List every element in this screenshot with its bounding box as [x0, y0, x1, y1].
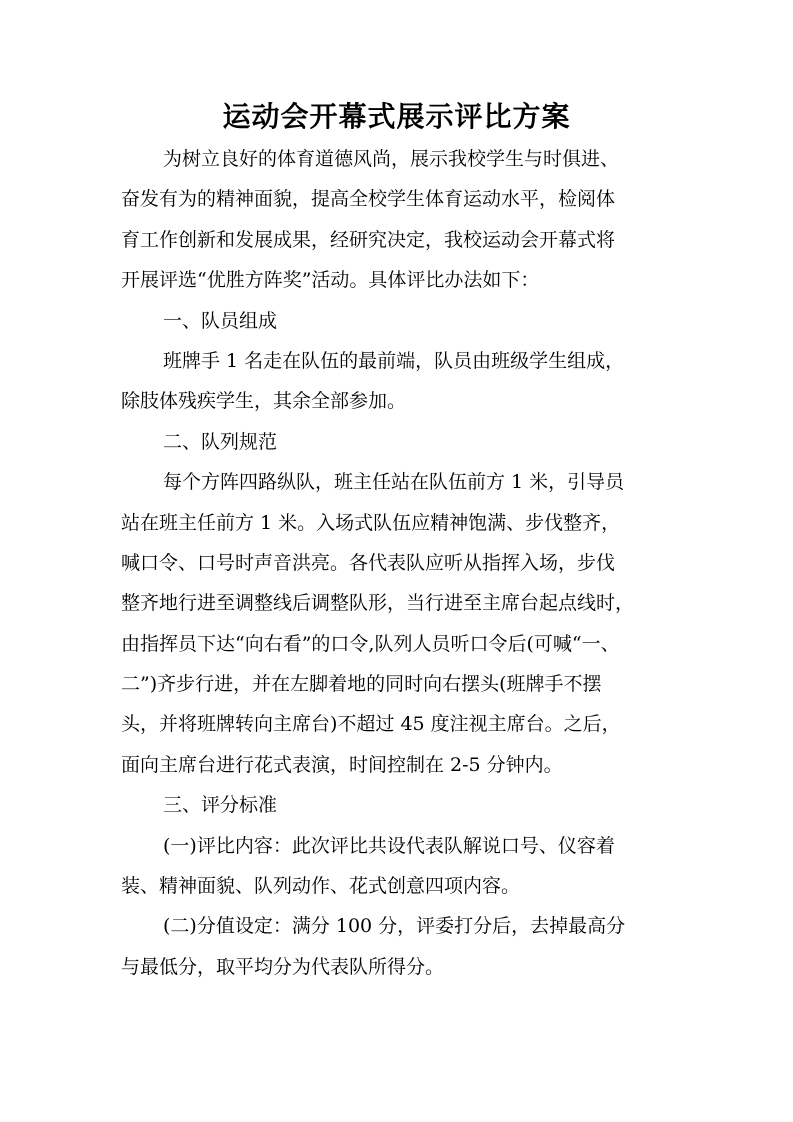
paragraph-line: (一)评比内容：此次评比共设代表队解说口号、仪容着 [163, 834, 615, 857]
paragraph-line: 除肢体残疾学生，其余全部参加。 [121, 390, 407, 413]
paragraph-line: 装、精神面貌、队列动作、花式创意四项内容。 [121, 875, 521, 898]
paragraph-line: 喊口令、口号时声音洪亮。各代表队应听从指挥入场，步伐 [121, 551, 616, 574]
paragraph-line: 面向主席台进行花式表演，时间控制在 2-5 分钟内。 [121, 753, 563, 776]
paragraph-line: 头，并将班牌转向主席台)不超过 45 度注视主席台。之后， [121, 713, 621, 736]
section-heading: 一、队员组成 [163, 309, 278, 332]
paragraph-line: 开展评选“优胜方阵奖”活动。具体评比办法如下： [121, 269, 540, 292]
paragraph-line: 二”)齐步行进，并在左脚着地的同时向右摆头(班牌手不摆 [121, 673, 602, 696]
document-title: 运动会开幕式展示评比方案 [222, 100, 571, 133]
paragraph-line: (二)分值设定：满分 100 分，评委打分后，去掉最高分 [163, 915, 626, 938]
section-heading: 三、评分标准 [163, 794, 278, 817]
paragraph-line: 班牌手 1 名走在队伍的最前端，队员由班级学生组成， [163, 349, 625, 372]
paragraph-line: 由指挥员下达“向右看”的口令,队列人员听口令后(可喊“一、 [121, 632, 620, 655]
paragraph-line: 站在班主任前方 1 米。入场式队伍应精神饱满、步伐整齐， [121, 511, 621, 534]
paragraph-line: 整齐地行进至调整线后调整队形，当行进至主席台起点线时， [121, 592, 635, 615]
paragraph-line: 为树立良好的体育道德风尚，展示我校学生与时俱进、 [163, 148, 620, 170]
document-body [121, 139, 691, 987]
paragraph-line: 每个方阵四路纵队，班主任站在队伍前方 1 米，引导员 [163, 471, 625, 494]
paragraph-line: 奋发有为的精神面貌，提高全校学生体育运动水平，检阅体 [121, 188, 616, 211]
paragraph-line: 育工作创新和发展成果，经研究决定，我校运动会开幕式将 [121, 228, 616, 251]
section-heading: 二、队列规范 [163, 430, 278, 453]
paragraph-line: 与最低分，取平均分为代表队所得分。 [121, 955, 445, 978]
